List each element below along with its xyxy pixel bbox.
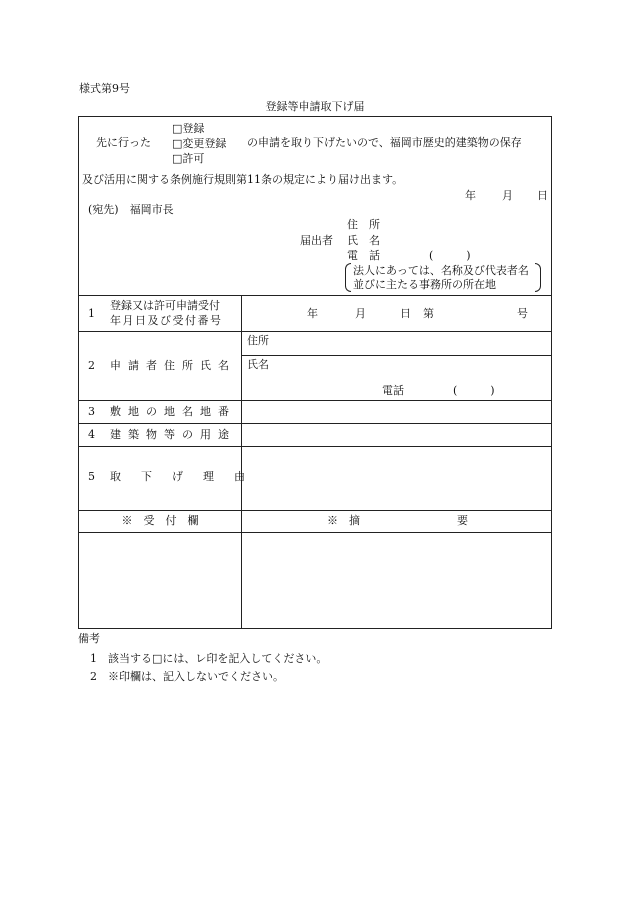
applicant-address-label: 住 所 [347, 218, 380, 231]
row1-label-line2: 年月日及び受付番号 [110, 314, 223, 327]
row1-year-label: 年 [307, 307, 318, 320]
corp-note-bracket-right [535, 263, 541, 292]
corp-note-line1: 法人にあっては、名称及び代表者名 [353, 264, 529, 277]
row4-label: 建築物等の用途 [110, 428, 236, 441]
row2-label: 申請者住所氏名 [110, 359, 236, 372]
note-item-2: 2 ※印欄は、記入しないでください。 [90, 670, 284, 683]
row1-day-label: 日 [400, 307, 411, 320]
row1-number-suffix: 号 [517, 307, 528, 320]
row1-number-prefix: 第 [423, 307, 434, 320]
row3-label: 敷地の地名地番 [110, 405, 236, 418]
summary-column-header-end: 要 [457, 514, 468, 527]
intro-line2: 及び活用に関する条例施行規則第11条の規定により届け出ます。 [82, 173, 404, 186]
row2-address-label: 住所 [247, 334, 269, 347]
date-day-label: 日 [537, 189, 548, 202]
notes-title: 備考 [78, 632, 100, 645]
checkbox-change-registration[interactable]: □変更登録 [172, 137, 227, 150]
corp-note-line2: 並びに主たる事務所の所在地 [353, 278, 496, 291]
row2-name-label: 氏名 [247, 358, 269, 371]
note-item-1: 1 該当する□には、レ印を記入してください。 [90, 652, 328, 665]
row3-number: 3 [88, 405, 95, 418]
intro-suffix: の申請を取り下げたいので、福岡市歴史的建築物の保存 [247, 136, 522, 149]
addressee: (宛先) 福岡市長 [88, 203, 174, 216]
row2-phone-parens: ( ) [453, 384, 495, 397]
form-title: 登録等申請取下げ届 [265, 100, 365, 113]
reception-column-header: ※ 受 付 欄 [121, 514, 199, 527]
applicant-role: 届出者 [300, 234, 333, 247]
row5-label: 取下げ理由 [110, 470, 265, 483]
row2-number: 2 [88, 359, 95, 372]
date-month-label: 月 [502, 189, 513, 202]
intro-prefix: 先に行った [96, 136, 151, 149]
corp-note-bracket-left [345, 263, 351, 292]
summary-column-header: ※ 摘 [327, 514, 360, 527]
form-table [78, 116, 552, 629]
row4-number: 4 [88, 428, 95, 441]
applicant-name-label: 氏 名 [347, 234, 380, 247]
row1-label-line1: 登録又は許可申請受付 [110, 299, 220, 312]
row1-number: 1 [88, 307, 95, 320]
row2-phone-label: 電話 [382, 384, 404, 397]
checkbox-registration[interactable]: □登録 [172, 122, 205, 135]
checkbox-permit[interactable]: □許可 [172, 152, 205, 165]
applicant-phone-label: 電 話 [347, 249, 380, 262]
row1-month-label: 月 [355, 307, 366, 320]
applicant-phone-parens: ( ) [429, 249, 471, 262]
date-year-label: 年 [465, 189, 476, 202]
row5-number: 5 [88, 470, 95, 483]
form-number: 様式第9号 [79, 82, 130, 95]
